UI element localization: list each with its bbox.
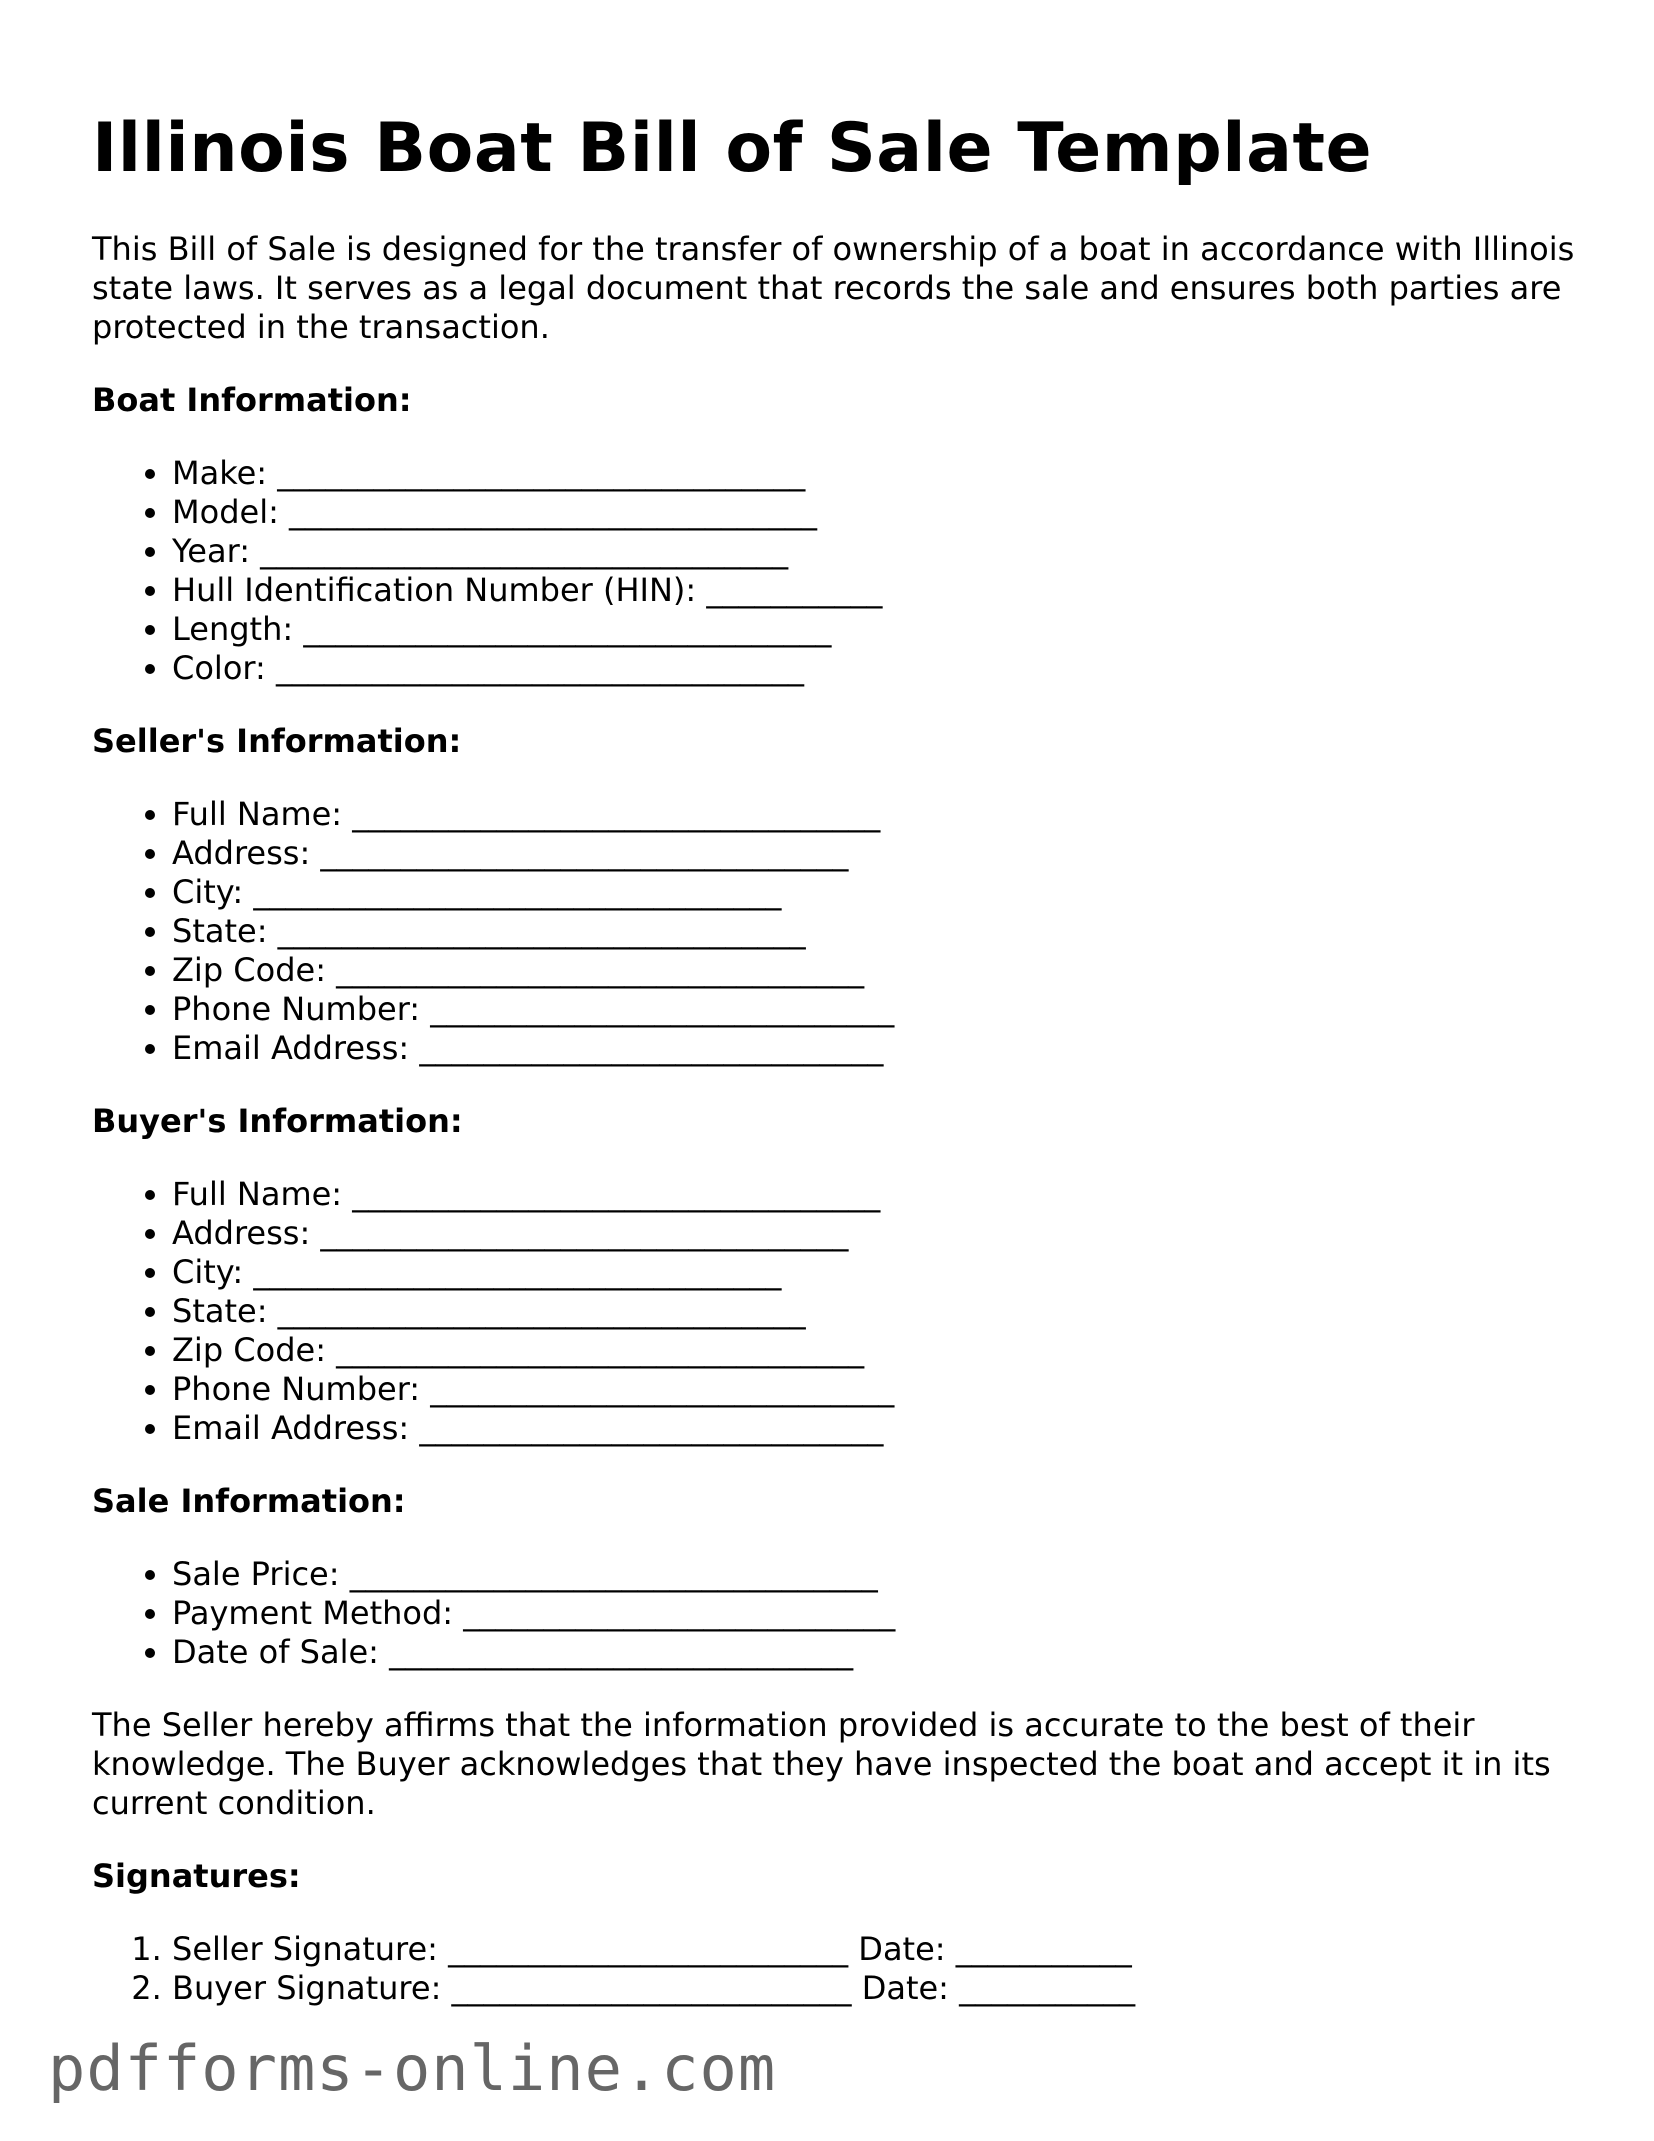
buyer-phone-field: • Phone Number: _____________________________ — [172, 1370, 1592, 1409]
boat-model-field: • Model: _________________________________ — [172, 493, 1592, 532]
document-title: Illinois Boat Bill of Sale Template — [92, 109, 1373, 188]
intro-paragraph: This Bill of Sale is designed for the transfer of ownership of a boat in accordance with Illinois state laws. It serves as a legal document that records the sale and ensures both parties are protected in the transaction. — [92, 230, 1575, 347]
buyer-state-field: • State: _________________________________ — [172, 1292, 1592, 1331]
buyer-city-field: • City: _________________________________ — [172, 1253, 1592, 1292]
buyer-signature-line: 2. Buyer Signature: _________________________ Date: ___________ — [172, 1969, 1592, 2008]
boat-length-field: • Length: _________________________________ — [172, 610, 1592, 649]
seller-zip-field: • Zip Code: _________________________________ — [172, 951, 1592, 990]
sale-info-heading: Sale Information: — [92, 1482, 406, 1521]
payment-method-field: • Payment Method: ___________________________ — [172, 1594, 1592, 1633]
seller-full-name-field: • Full Name: _________________________________ — [172, 795, 1592, 834]
signatures-list — [92, 1930, 1592, 2008]
signatures-heading: Signatures: — [92, 1857, 301, 1896]
affirmation-paragraph: The Seller hereby affirms that the information provided is accurate to the best of their knowledge. The Buyer acknowledges that they have inspected the boat and accept it in its current condition. — [92, 1706, 1551, 1823]
seller-info-heading: Seller's Information: — [92, 722, 462, 761]
seller-address-field: • Address: _________________________________ — [172, 834, 1592, 873]
sale-price-field: • Sale Price: _________________________________ — [172, 1555, 1592, 1594]
buyer-zip-field: • Zip Code: _________________________________ — [172, 1331, 1592, 1370]
buyer-info-heading: Buyer's Information: — [92, 1102, 463, 1141]
boat-color-field: • Color: _________________________________ — [172, 649, 1592, 688]
seller-state-field: • State: _________________________________ — [172, 912, 1592, 951]
seller-phone-field: • Phone Number: _____________________________ — [172, 990, 1592, 1029]
seller-email-field: • Email Address: _____________________________ — [172, 1029, 1592, 1068]
date-of-sale-field: • Date of Sale: _____________________________ — [172, 1633, 1592, 1672]
buyer-info-list — [92, 1175, 1592, 1448]
boat-info-list — [92, 454, 1592, 688]
seller-info-list — [92, 795, 1592, 1068]
boat-info-heading: Boat Information: — [92, 381, 412, 420]
boat-hin-field: • Hull Identification Number (HIN): ___________ — [172, 571, 1592, 610]
buyer-email-field: • Email Address: _____________________________ — [172, 1409, 1592, 1448]
sale-info-list — [92, 1555, 1592, 1672]
boat-year-field: • Year: _________________________________ — [172, 532, 1592, 571]
buyer-full-name-field: • Full Name: _________________________________ — [172, 1175, 1592, 1214]
seller-city-field: • City: _________________________________ — [172, 873, 1592, 912]
watermark: pdfforms-online.com — [48, 2032, 777, 2105]
boat-make-field: • Make: _________________________________ — [172, 454, 1592, 493]
seller-signature-line: 1. Seller Signature: _________________________ Date: ___________ — [172, 1930, 1592, 1969]
document-page — [92, 110, 1592, 2042]
buyer-address-field: • Address: _________________________________ — [172, 1214, 1592, 1253]
